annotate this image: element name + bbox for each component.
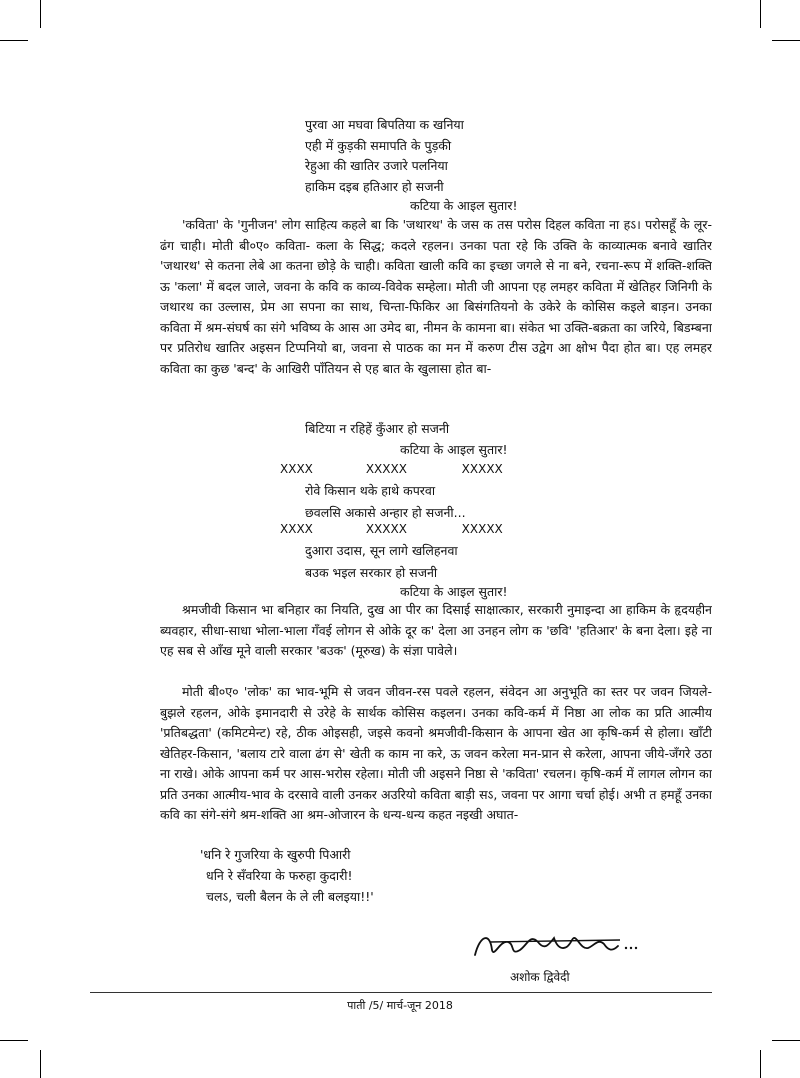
omission-mark: XXXX: [280, 462, 313, 476]
crop-mark: [40, 1050, 41, 1078]
omission-marks: [280, 522, 503, 536]
omission-mark: XXXXX: [461, 462, 503, 476]
author-name: अशोक द्विवेदी: [510, 970, 570, 984]
crop-mark: [772, 1040, 800, 1041]
omission-mark: XXXXX: [461, 522, 503, 536]
verse-line: एही में कुड़की समापति के पुड़की: [305, 137, 452, 153]
refrain-line: कटिया के आइल सुतार!: [400, 442, 508, 457]
verse-line: रेहुआ की खातिर उजारे पलनिया: [305, 158, 448, 173]
omission-marks: [280, 462, 503, 476]
page-footer: पाती /5/ मार्च-जून 2018: [347, 999, 453, 1012]
crop-mark: [40, 0, 41, 28]
crop-mark: [0, 1040, 28, 1041]
verse-line: छवलसि अकासे अन्हार हो सजनी...: [305, 505, 466, 520]
refrain-line: कटिया के आइल सुतार!: [400, 584, 508, 599]
verse-block-3: [305, 480, 466, 524]
crop-mark: [772, 40, 800, 41]
verse-line: पुरवा आ मघवा बिपतिया क खनिया: [305, 117, 464, 132]
closing-verse: [200, 844, 374, 907]
paragraph: श्रमजीवी किसान भा बनिहार का नियति, दुख आ पीर का दिसाई साक्षात्कार, सरकारी नुमाइन्दा आ हाकिम के हृदयहीन ब्यवहार, सीधा-साधा भोला-भाला गँवई लोगन से ओके दूर क' देला आ उनहन लोग क 'छवि' 'हतिआर' के बना देला। इहे ना एह सब से आँख मूने वाली सरकार 'बउक' (मूरुख) के संज्ञा पावेले।: [160, 602, 712, 658]
verse-block-1: [305, 115, 464, 197]
handwritten-signature: [470, 920, 640, 970]
verse-line: धनि रे सँवरिया के फरुहा कुदारी!: [206, 868, 353, 883]
verse-line: रोवे किसान थके हाथे कपरवा: [305, 483, 436, 498]
crop-mark: [760, 1050, 761, 1078]
paragraph: मोती बी०ए० 'लोक' का भाव-भूमि से जवन जीवन-रस पवले रहलन, संवेदन आ अनुभूति का स्तर पर जवन जियले-बुझले रहलन, ओके इमानदारी से उरेहे के सार्थक कोसिस कइलन। उनका कवि-कर्म में निष्ठा आ लोक का प्रति आत्मीय 'प्रतिबद्धता' (कमिटमेन्ट) रहे, ठीक ओइसही, जइसे कवनो श्रमजीवी-किसान के आपना खेत आ कृषि-कर्म से होला। खाँटी खेतिहर-किसान, 'बलाय टारे वाला ढंग से' खेती क काम ना करे, ऊ जवन करेला मन-प्रान से करेला, आपना जीये-जँगरे उठा ना राखे। ओके आपना कर्म पर आस-भरोस रहेला। मोती जी अइसने निष्ठा से 'कविता' रचलन। कृषि-कर्म में लागल लोगन का प्रति उनका आत्मीय-भाव के दरसावे वाली उनकर अउरियो कविता बाड़ी सऽ, जवना पर आगा चर्चा होई। अभी त हमहूँ उनका कवि का संगे-संगे श्रम-शक्ति आ श्रम-ओजारन के धन्य-धन्य कहत नइखी अघात-: [160, 684, 712, 822]
verse-line: दुआरा उदास, सून लागे खलिहनवा: [305, 543, 458, 558]
verse-line: चलऽ, चली बैलन के ले ली बलइया!!': [206, 889, 374, 904]
footer-rule: [90, 992, 712, 993]
verse-line: बउक भइल सरकार हो सजनी: [305, 565, 438, 580]
verse-line: हाकिम दइब हतिआर हो सजनी: [305, 178, 444, 194]
omission-mark: XXXX: [280, 522, 313, 536]
omission-mark: XXXXX: [365, 522, 407, 536]
paragraph: 'कविता' के 'गुनीजन' लोग साहित्य कहले बा कि 'जथारथ' के जस क तस परोस दिहल कविता ना हऽ। परोसहूँ के लूर-ढंग चाही। मोती बी०ए० कविता- कला के सिद्ध; कदले रहलन। उनका पता रहे कि उक्ति के काव्यात्मक बनावे खातिर 'जथारथ' से कतना लेबे आ कतना छोड़े के चाही। कविता खाली कवि का इच्छा जगले से ना बने, रचना-रूप में शक्ति-शक्ति ऊ 'कला' में बदल जाले, जवना के कवि क काव्य-विवेक सम्हेला। मोती जी आपना एह लमहर कविता में खेतिहर जिनिगी के जथारथ का उल्लास, प्रेम आ सपना का साथ, चिन्ता-फिकिर आ बिसंगतियनो के उकेरे के कोसिस कइले बाड़न। उनका कविता में श्रम-संघर्ष का संगे भविष्य के आस आ उमेद बा, नीमन के कामना बा। संकेत भा उक्ति-बक्रता का जरिये, बिडम्बना पर प्रतिरोध खातिर अइसन टिप्पनियो बा, जवना से पाठक का मन में करुण टीस उद्वेग आ क्षोभ पैदा होत बा। एह लमहर कविता का कुछ 'बन्द' के आखिरी पाँतियन से एह बात के खुलासा होत बा-: [160, 217, 712, 376]
verse-line: 'धनि रे गुजरिया के खुरुपी पिआरी: [200, 847, 351, 862]
crop-mark: [760, 0, 761, 28]
crop-mark: [0, 40, 28, 41]
refrain-line: कटिया के आइल सुतार!: [410, 198, 518, 213]
verse-block-4: [305, 540, 458, 584]
omission-mark: XXXXX: [365, 462, 407, 476]
verse-line: बिटिया न रहिहें कुँआर हो सजनी: [305, 421, 450, 436]
